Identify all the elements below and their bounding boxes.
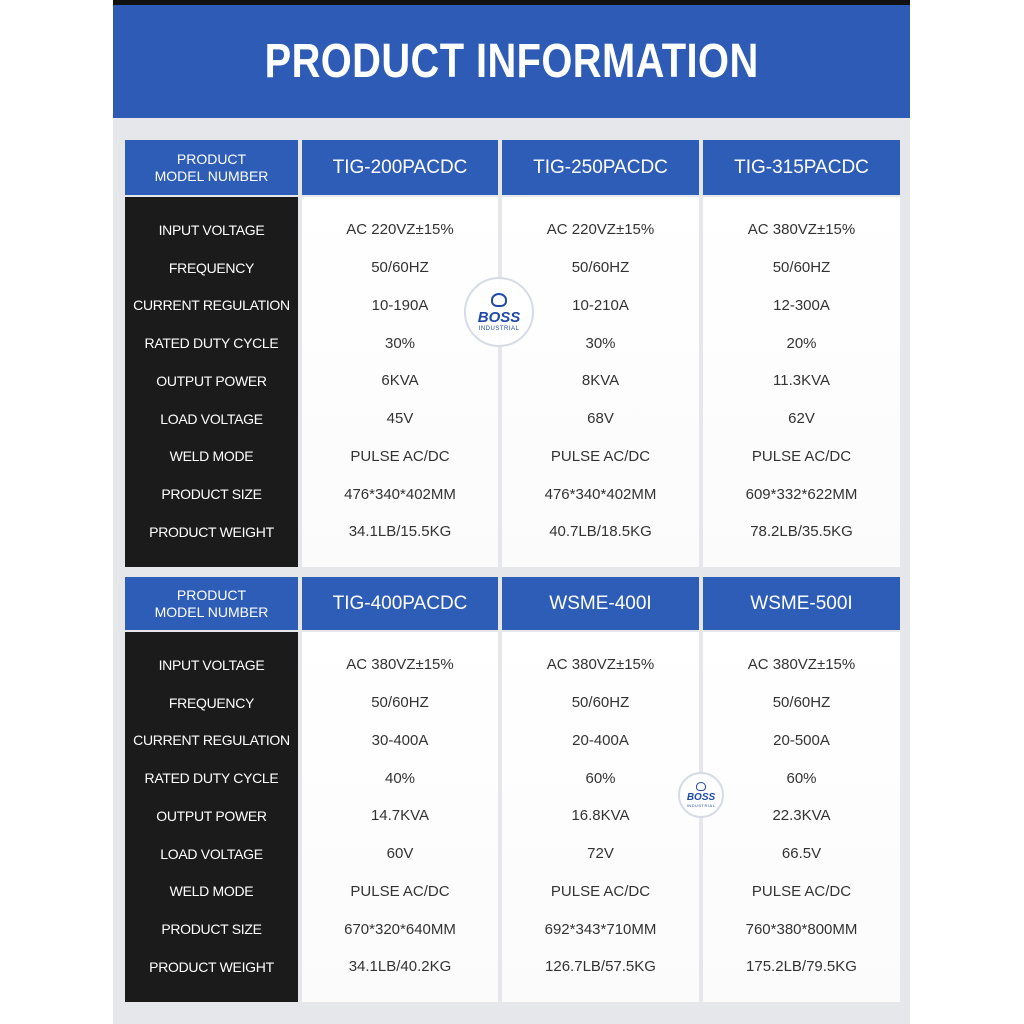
spec-value: PULSE AC/DC	[550, 882, 651, 900]
row-label: PRODUCT SIZE	[161, 921, 262, 938]
spec-value: PULSE AC/DC	[550, 447, 651, 465]
row-label: RATED DUTY CYCLE	[144, 335, 279, 352]
spec-value: PULSE AC/DC	[751, 882, 852, 900]
logo-sub-text: INDUSTRIAL	[478, 325, 520, 332]
spec-value: 50/60HZ	[371, 694, 429, 712]
spec-value: 175.2LB/79.5KG	[746, 958, 857, 976]
spec-value: 10-210A	[572, 296, 629, 314]
spec-value: AC 380VZ±15%	[747, 656, 856, 674]
model-column	[703, 632, 900, 1002]
model-column	[302, 632, 498, 1002]
spec-value: 60%	[786, 769, 817, 787]
row-label: PRODUCT WEIGHT	[149, 523, 274, 540]
model-header: TIG-200PACDC	[302, 140, 498, 195]
row-label: INPUT VOLTAGE	[158, 221, 265, 238]
row-label: OUTPUT POWER	[156, 807, 267, 824]
header-label-cell	[125, 140, 298, 195]
row-label: CURRENT REGULATION	[133, 297, 290, 314]
spec-value: 8KVA	[581, 372, 620, 390]
table-header-row	[125, 140, 900, 195]
model-column	[703, 197, 900, 567]
spec-value: 692*343*710MM	[544, 920, 657, 938]
spec-value: 30-400A	[371, 731, 429, 749]
spec-value: 50/60HZ	[571, 694, 630, 712]
row-label: CURRENT REGULATION	[133, 732, 290, 749]
page-title: PRODUCT INFORMATION	[264, 35, 759, 88]
spec-value: PULSE AC/DC	[751, 447, 852, 465]
spec-value: 50/60HZ	[371, 259, 429, 277]
spec-value: AC 220VZ±15%	[546, 221, 655, 239]
spec-value: 62V	[788, 410, 815, 428]
spec-value: 50/60HZ	[772, 694, 831, 712]
table-header-row	[125, 577, 900, 630]
spec-value: 670*320*640MM	[344, 920, 456, 938]
model-header: TIG-400PACDC	[302, 577, 498, 630]
spec-value: 6KVA	[381, 372, 419, 390]
spec-value: 20-400A	[572, 731, 629, 749]
header-label-line1: PRODUCT	[176, 150, 247, 167]
spec-value: 20%	[786, 334, 817, 352]
lion-emblem-icon	[491, 293, 507, 307]
spec-value: 40.7LB/18.5KG	[549, 523, 652, 541]
row-label: FREQUENCY	[168, 694, 255, 711]
model-column	[302, 197, 498, 567]
brand-watermark-logo	[678, 772, 724, 818]
header-label-line1: PRODUCT	[176, 586, 247, 603]
spec-value: 14.7KVA	[370, 807, 430, 825]
spec-value: 34.1LB/40.2KG	[348, 958, 452, 976]
header-label-line2: MODEL NUMBER	[154, 167, 269, 184]
spec-value: 760*380*800MM	[745, 920, 858, 938]
model-column	[502, 197, 699, 567]
header-label-cell	[125, 577, 298, 630]
spec-value: 50/60HZ	[772, 259, 831, 277]
spec-value: 11.3KVA	[773, 372, 830, 390]
header-label-line2: MODEL NUMBER	[154, 603, 269, 620]
table-body	[125, 632, 900, 1002]
title-banner	[113, 5, 910, 118]
spec-table-2	[125, 577, 900, 1002]
spec-value: AC 380VZ±15%	[747, 221, 856, 239]
row-label: LOAD VOLTAGE	[160, 845, 263, 862]
model-header: WSME-500I	[703, 577, 900, 630]
spec-value: 22.3KVA	[772, 807, 831, 825]
logo-brand-text: BOSS	[477, 308, 521, 326]
spec-value: 68V	[587, 410, 614, 428]
lion-emblem-icon	[696, 782, 706, 791]
spec-value: 16.8KVA	[571, 807, 630, 825]
spec-value: AC 220VZ±15%	[346, 221, 454, 239]
spec-value: 609*332*622MM	[745, 485, 858, 503]
spec-value: PULSE AC/DC	[350, 447, 450, 465]
spec-value: 60%	[585, 769, 616, 787]
spec-value: 30%	[585, 334, 616, 352]
spec-value: AC 380VZ±15%	[346, 656, 454, 674]
model-header: WSME-400I	[502, 577, 699, 630]
label-column	[125, 632, 298, 1002]
spec-value: 66.5V	[781, 845, 822, 863]
spec-value: 12-300A	[773, 296, 830, 314]
spec-value: 45V	[386, 410, 414, 428]
spec-value: 40%	[384, 769, 416, 787]
row-label: WELD MODE	[169, 448, 254, 465]
model-header: TIG-250PACDC	[502, 140, 699, 195]
spec-value: 476*340*402MM	[344, 485, 456, 503]
spec-table-1	[125, 140, 900, 567]
row-label: PRODUCT SIZE	[161, 486, 262, 503]
row-label: FREQUENCY	[168, 259, 255, 276]
spec-value: PULSE AC/DC	[350, 882, 450, 900]
spec-value: AC 380VZ±15%	[546, 656, 655, 674]
logo-brand-text: BOSS	[686, 792, 716, 803]
model-column	[502, 632, 699, 1002]
table-body	[125, 197, 900, 567]
row-label: INPUT VOLTAGE	[158, 656, 265, 673]
row-label: OUTPUT POWER	[156, 372, 267, 389]
spec-value: 126.7LB/57.5KG	[545, 958, 656, 976]
spec-value: 30%	[384, 334, 416, 352]
label-column	[125, 197, 298, 567]
spec-value: 10-190A	[371, 296, 429, 314]
spec-value: 72V	[587, 845, 614, 863]
brand-watermark-logo	[464, 277, 534, 347]
spec-value: 20-500A	[773, 731, 830, 749]
row-label: LOAD VOLTAGE	[160, 410, 263, 427]
spec-value: 50/60HZ	[571, 259, 630, 277]
spec-value: 78.2LB/35.5KG	[750, 523, 853, 541]
row-label: RATED DUTY CYCLE	[144, 770, 279, 787]
spec-value: 60V	[386, 845, 414, 863]
logo-sub-text: INDUSTRIAL	[686, 803, 716, 808]
spec-value: 34.1LB/15.5KG	[348, 523, 452, 541]
spec-value: 476*340*402MM	[544, 485, 657, 503]
model-header: TIG-315PACDC	[703, 140, 900, 195]
row-label: WELD MODE	[169, 883, 254, 900]
row-label: PRODUCT WEIGHT	[149, 958, 274, 975]
